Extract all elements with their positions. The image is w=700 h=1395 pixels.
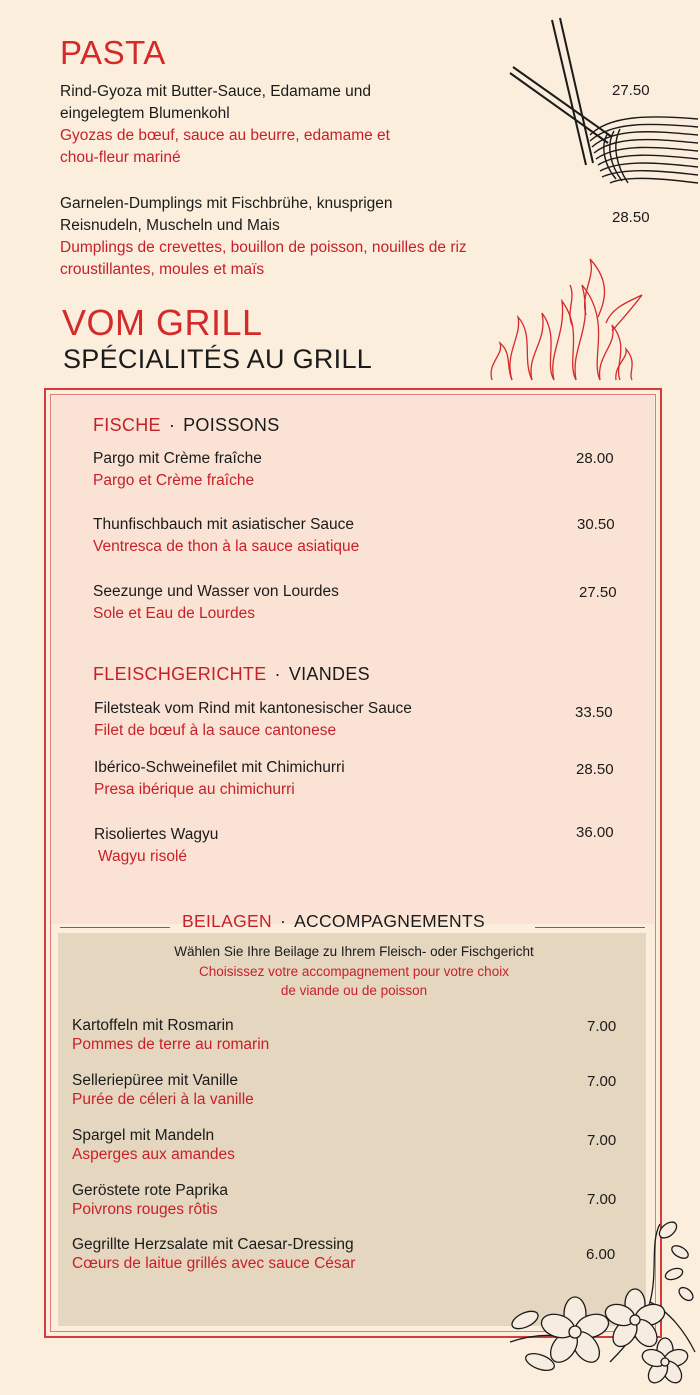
list-item [94,824,218,868]
grill-title: VOM GRILL [62,302,263,343]
item-fr: Purée de céleri à la vanille [72,1091,254,1108]
item-de: Pargo mit Crème fraîche [93,450,262,467]
item-de: Spargel mit Mandeln [72,1127,215,1144]
item-fr: Cœurs de laitue grillés avec sauce César [72,1255,356,1272]
beilagen-note-de: Wählen Sie Ihre Beilage zu Ihrem Fleisch- oder Fischgericht [174,944,534,959]
item-de: Rind-Gyoza mit Butter-Sauce, Edamame und [60,83,371,100]
list-item [72,1016,269,1054]
list-item [94,698,412,742]
item-fr: Poivrons rouges rôtis [72,1201,218,1218]
section-label-fr: ACCOMPAGNEMENTS [294,911,485,931]
beilagen-note-fr-1: Choisissez votre accompagnement pour votre choix [199,964,509,979]
item-price: 7.00 [587,1191,617,1208]
item-price: 28.00 [576,450,614,467]
item-fr: Ventresca de thon à la sauce asiatique [93,538,360,555]
list-item [72,1181,228,1219]
section-dot: · [279,911,287,931]
item-price: 7.00 [587,1073,617,1090]
pasta-item-2 [60,193,467,281]
list-item [72,1126,235,1164]
item-de: eingelegtem Blumenkohl [60,105,230,122]
section-dot: · [168,415,176,435]
list-item [72,1071,254,1109]
pasta-title: PASTA [60,34,166,71]
divider [60,927,170,928]
section-dot: · [274,664,281,684]
section-label-fr: POISSONS [183,415,280,435]
item-fr: Gyozas de bœuf, sauce au beurre, edamame et [60,127,390,144]
divider [535,927,645,928]
list-item [72,1235,355,1273]
item-fr: Filet de bœuf à la sauce cantonese [94,722,337,739]
item-price: 28.50 [612,209,650,226]
item-de: Filetsteak vom Rind mit kantonesischer Sauce [94,700,412,717]
list-item [94,757,345,801]
item-fr: Pargo et Crème fraîche [93,472,255,489]
chopsticks-noodles-icon [500,15,700,200]
item-fr: Sole et Eau de Lourdes [93,605,256,622]
item-de: Risoliertes Wagyu [94,826,219,843]
list-item [93,514,359,558]
item-de: Garnelen-Dumplings mit Fischbrühe, knusprigen [60,195,393,212]
list-item [93,581,339,625]
item-price: 36.00 [576,824,614,841]
item-fr: Wagyu risolé [98,848,188,865]
item-de: Gegrillte Herzsalate mit Caesar-Dressing [72,1236,354,1253]
item-de: Ibérico-Schweinefilet mit Chimichurri [94,759,345,776]
item-fr: croustillantes, moules et maïs [60,261,265,278]
section-label-fr: VIANDES [288,664,370,684]
section-label-de: BEILAGEN [182,911,272,931]
item-fr: chou-fleur mariné [60,149,181,166]
section-beilagen [182,911,485,932]
item-fr: Presa ibérique au chimichurri [94,781,295,798]
item-price: 30.50 [577,516,615,533]
item-de: Kartoffeln mit Rosmarin [72,1017,234,1034]
grill-subtitle: SPÉCIALITÉS AU GRILL [63,344,373,374]
item-de: Reisnudeln, Muscheln und Mais [60,217,280,234]
item-price: 7.00 [587,1018,617,1035]
item-price: 27.50 [612,82,650,99]
item-de: Geröstete rote Paprika [72,1182,228,1199]
section-fleisch [93,664,370,685]
section-fische [93,415,280,436]
section-label-de: FISCHE [93,415,161,435]
list-item [93,448,262,492]
item-price: 7.00 [587,1132,617,1149]
pasta-item-1 [60,81,390,169]
flowers-icon [500,1212,700,1395]
item-price: 6.00 [586,1246,616,1263]
item-price: 33.50 [575,704,613,721]
item-price: 28.50 [576,761,614,778]
item-fr: Pommes de terre au romarin [72,1036,270,1053]
flames-icon [482,255,647,385]
item-de: Seezunge und Wasser von Lourdes [93,583,339,600]
beilagen-note-fr-2: de viande ou de poisson [280,983,428,998]
section-label-de: FLEISCHGERICHTE [93,664,267,684]
item-price: 27.50 [579,584,617,601]
item-fr: Dumplings de crevettes, bouillon de poisson, nouilles de riz [60,239,467,256]
item-de: Thunfischbauch mit asiatischer Sauce [93,516,355,533]
item-de: Selleriepüree mit Vanille [72,1072,238,1089]
item-fr: Asperges aux amandes [72,1146,235,1163]
